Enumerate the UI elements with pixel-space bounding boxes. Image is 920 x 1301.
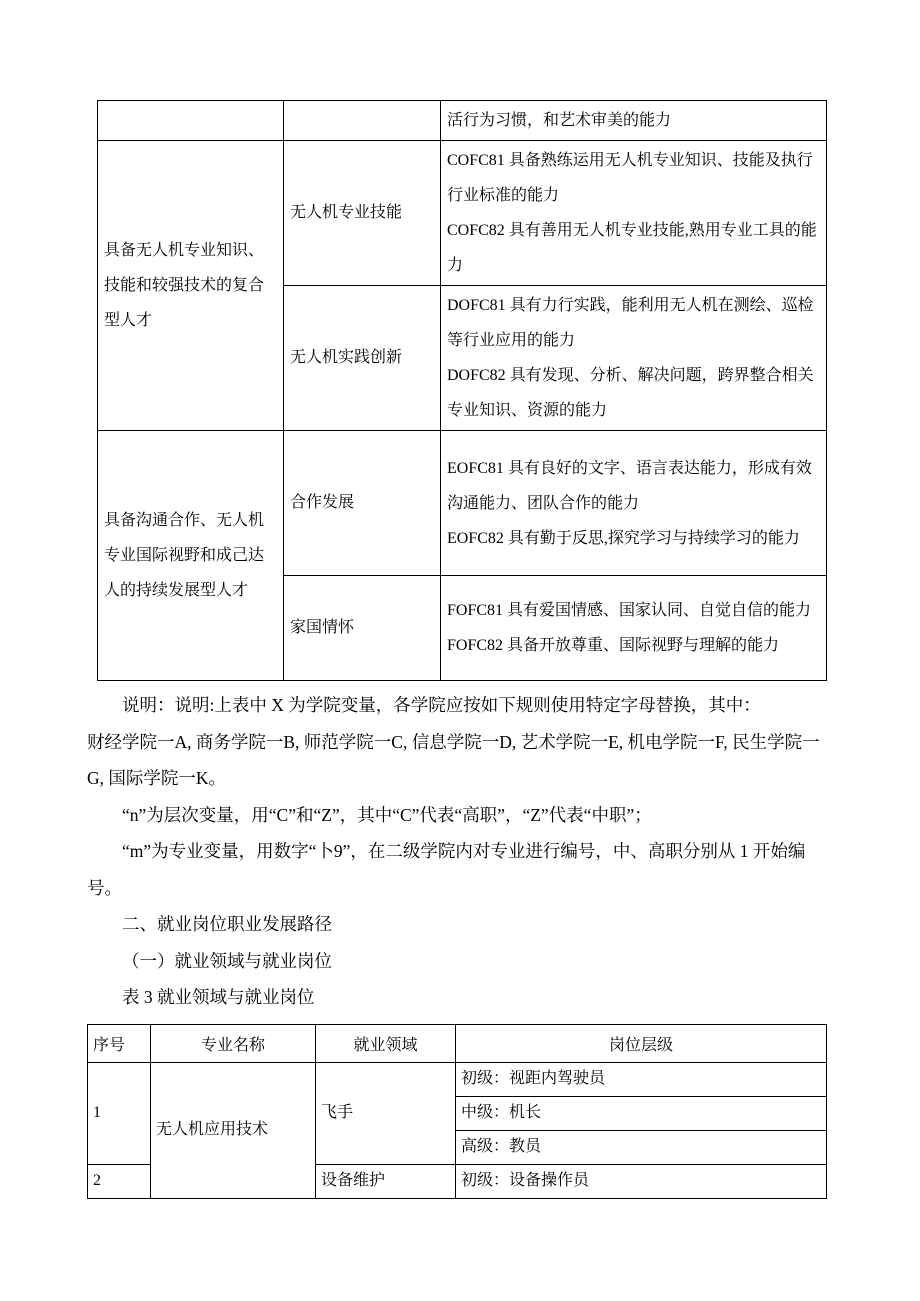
competency-item: DOFC81 具有力行实践，能利用无人机在测绘、巡检等行业应用的能力 [447,297,814,349]
carryover-category-cell [284,101,441,141]
subsection-heading-employment: （一）就业领域与就业岗位 [122,950,332,971]
header-position-level: 岗位层级 [456,1024,827,1062]
table-row [98,431,827,576]
carryover-row [98,101,827,141]
note-variable-x: 说明：说明:上表中 X 为学院变量，各学院应按如下规则使用特定字母替换，其中： [122,695,761,715]
employment-positions-table [87,1024,827,1199]
competency-cell-patriotism [441,576,827,681]
employment-field-cell: 飞手 [316,1062,456,1164]
position-level-cell: 初级：视距内驾驶员 [456,1062,827,1096]
talent-goal-text: 具备无人机专业知识、技能和较强技术的复合型人才 [104,242,265,329]
notes-section [87,687,833,1016]
note-major-variable: “m”为专业变量，用数字“卜9”，在二级学院内对专业进行编号，中、高职分别从 1 开始编号。 [87,841,806,898]
carryover-desc-cell [441,101,827,141]
competency-item: EOFC82 具有勤于反思,探究学习与持续学习的能力 [447,529,800,547]
major-name-cell: 无人机应用技术 [151,1062,316,1198]
competency-item: COFC82 具有善用无人机专业技能,熟用专业工具的能力 [447,222,817,274]
competency-item: DOFC82 具有发现、分析、解决问题，跨界整合相关专业知识、资源的能力 [447,367,814,419]
category-label: 合作发展 [290,494,355,511]
category-label: 无人机专业技能 [290,204,403,221]
talent-goal-cell-2 [98,431,284,681]
position-level-cell: 高级：教员 [456,1130,827,1164]
position-level-cell: 中级：机长 [456,1096,827,1130]
carryover-text: 活行为习惯，和艺术审美的能力 [447,112,672,129]
category-cell-patriotism [284,576,441,681]
competency-item: FOFC81 具有爱国情感、国家认同、自觉自信的能力 [447,602,812,619]
competency-cell-uav-skills [441,141,827,286]
header-employment-field: 就业领域 [316,1024,456,1062]
employment-field-cell: 设备维护 [316,1164,456,1198]
carryover-talent-cell [98,101,284,141]
table-row [98,141,827,286]
note-college-codes: 财经学院一A, 商务学院一B, 师范学院一C, 信息学院一D, 艺术学院一E, 机电学院一F, 民生学院一G, 国际学院一K。 [87,731,820,788]
table-header-row [88,1024,827,1062]
serial-no-cell: 2 [88,1164,151,1198]
category-cell-uav-skills [284,141,441,286]
talent-goal-cell-1 [98,141,284,431]
category-cell-uav-practice [284,286,441,431]
category-label: 家国情怀 [290,619,355,636]
serial-no-cell: 1 [88,1062,151,1164]
competency-item: COFC81 具备熟练运用无人机专业知识、技能及执行行业标准的能力 [447,152,813,204]
talent-competency-table [97,100,827,681]
header-major-name: 专业名称 [151,1024,316,1062]
note-level-variable: “n”为层次变量，用“C”和“Z”，其中“C”代表“高职”，“Z”代表“中职”； [122,804,652,825]
table3-caption: 表 3 就业领域与就业岗位 [122,987,315,1007]
competency-item: FOFC82 具备开放尊重、国际视野与理解的能力 [447,637,780,654]
section-heading-career-path: 二、就业岗位职业发展路径 [122,914,332,934]
header-serial-no: 序号 [88,1024,151,1062]
table-row [88,1062,827,1096]
competency-item: EOFC81 具有良好的文字、语言表达能力，形成有效沟通能力、团队合作的能力 [447,459,812,512]
talent-goal-text: 具备沟通合作、无人机专业国际视野和成己达人的持续发展型人才 [104,512,265,599]
position-level-cell: 初级：设备操作员 [456,1164,827,1198]
competency-cell-cooperation [441,431,827,576]
category-label: 无人机实践创新 [290,349,403,366]
competency-cell-uav-practice [441,286,827,431]
category-cell-cooperation [284,431,441,576]
